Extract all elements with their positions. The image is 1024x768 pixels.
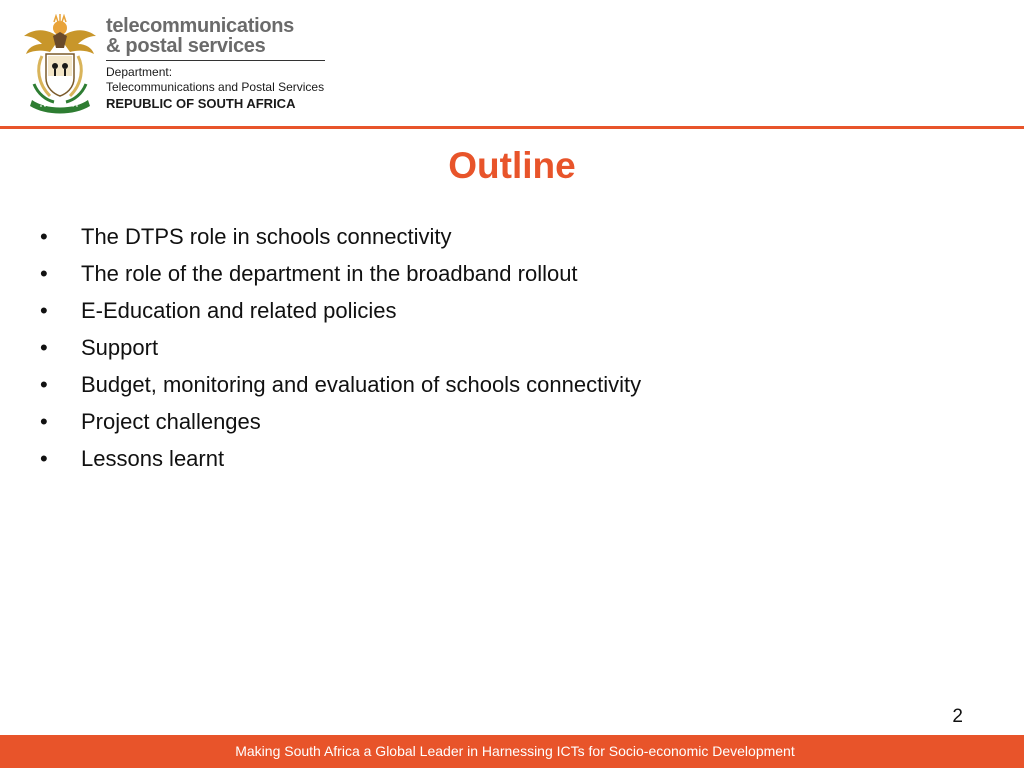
list-item <box>40 366 940 403</box>
list-item-text: Budget, monitoring and evaluation of schools connectivity <box>81 372 642 397</box>
department-name: Telecommunications and Postal Services <box>106 80 325 94</box>
department-block <box>106 65 336 112</box>
bullet-icon: • <box>40 224 48 249</box>
brand-block <box>106 15 330 111</box>
list-item-text: The role of the department in the broadband rollout <box>81 261 578 286</box>
coat-of-arms-icon <box>20 14 100 114</box>
bullet-icon: • <box>40 298 48 323</box>
country-name: REPUBLIC OF SOUTH AFRICA <box>106 96 296 111</box>
list-item-text: Support <box>81 335 159 360</box>
bullet-icon: • <box>40 335 48 360</box>
list-item <box>40 255 940 292</box>
list-item <box>40 292 940 329</box>
list-item-text: The DTPS role in schools connectivity <box>81 224 452 249</box>
list-item <box>40 403 940 440</box>
list-item <box>40 440 940 477</box>
brand-line-1: telecommunications <box>106 15 294 37</box>
brand-line-2: & postal services <box>106 35 266 57</box>
list-item-text: E-Education and related policies <box>81 298 397 323</box>
footer-bar <box>0 735 1024 768</box>
slide-title: Outline <box>448 145 576 186</box>
outline-list <box>40 218 940 477</box>
bullet-icon: • <box>40 372 48 397</box>
list-item <box>40 329 940 366</box>
bullet-icon: • <box>40 409 48 434</box>
list-item-text: Project challenges <box>81 409 261 434</box>
footer-tagline: Making South Africa a Global Leader in Harnessing ICTs for Socio-economic Development <box>235 743 795 759</box>
bullet-icon: • <box>40 446 48 471</box>
slide-header <box>0 0 1024 126</box>
list-item-text: Lessons learnt <box>81 446 225 471</box>
bullet-icon: • <box>40 261 48 286</box>
header-divider <box>0 126 1024 129</box>
list-item <box>40 218 940 255</box>
brand-divider <box>106 60 325 61</box>
page-number: 2 <box>952 706 963 727</box>
department-label: Department: <box>106 65 173 79</box>
